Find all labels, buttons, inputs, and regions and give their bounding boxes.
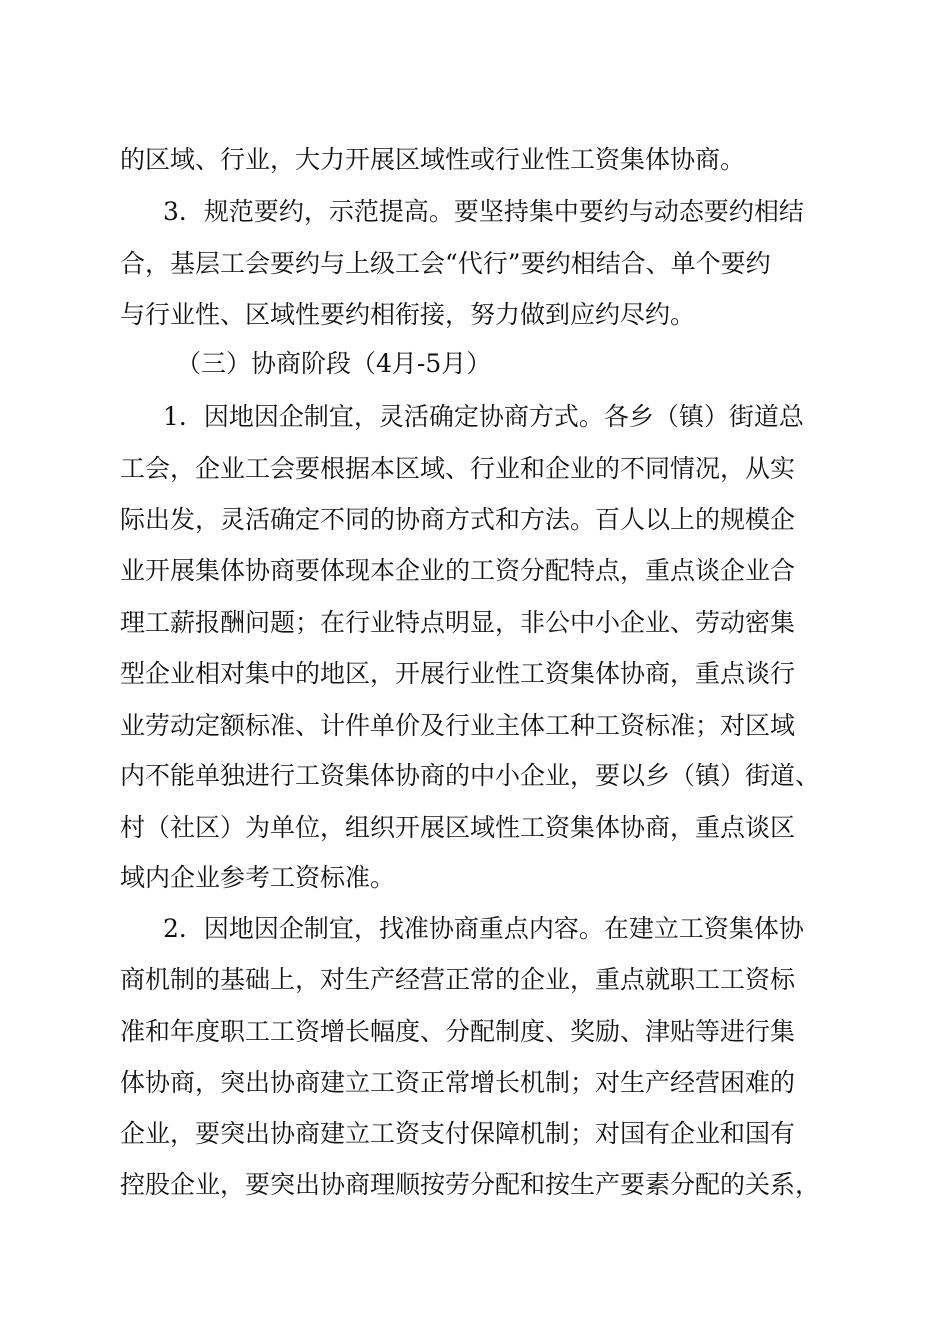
text-line: 1．因地因企制宜，灵活确定协商方式。各乡（镇）街道总 (163, 402, 804, 431)
text-line: 控股企业，要突出协商理顺按劳分配和按生产要素分配的关系， (120, 1170, 821, 1199)
text-line: 企业，要突出协商建立工资支付保障机制；对国有企业和国有 (120, 1119, 796, 1148)
text-line: 际出发，灵活确定不同的协商方式和方法。百人以上的规模企 (120, 505, 796, 534)
text-line: 工会，企业工会要根据本区域、行业和企业的不同情况，从实 (120, 454, 796, 483)
text-line: 2．因地因企制宜，找准协商重点内容。在建立工资集体协 (163, 914, 804, 943)
text-line: 理工薪报酬问题；在行业特点明显，非公中小企业、劳动密集 (120, 608, 796, 637)
text-line: 村（社区）为单位，组织开展区域性工资集体协商，重点谈区 (120, 813, 796, 842)
text-line: 商机制的基础上，对生产经营正常的企业，重点就职工工资标 (120, 965, 796, 994)
text-line: 的区域、行业，大力开展区域性或行业性工资集体协商。 (120, 145, 746, 174)
section-heading: （三）协商阶段（4月-5月） (176, 349, 492, 378)
text-line: 内不能单独进行工资集体协商的中小企业，要以乡（镇）街道、 (120, 761, 821, 790)
text-line: 域内企业参考工资标准。 (120, 863, 396, 892)
text-line: 准和年度职工工资增长幅度、分配制度、奖励、津贴等进行集 (120, 1017, 796, 1046)
text-line: 3．规范要约，示范提高。要坚持集中要约与动态要约相结 (163, 197, 804, 226)
text-line: 型企业相对集中的地区，开展行业性工资集体协商，重点谈行 (120, 659, 796, 688)
text-line: 与行业性、区域性要约相衔接，努力做到应约尽约。 (120, 300, 696, 329)
text-line: 体协商，突出协商建立工资正常增长机制；对生产经营困难的 (120, 1068, 796, 1097)
text-line: 业开展集体协商要体现本企业的工资分配特点，重点谈企业合 (120, 556, 796, 585)
text-line: 业劳动定额标准、计件单价及行业主体工种工资标准；对区域 (120, 711, 796, 740)
text-line: 合，基层工会要约与上级工会“代行”要约相结合、单个要约 (120, 249, 771, 278)
